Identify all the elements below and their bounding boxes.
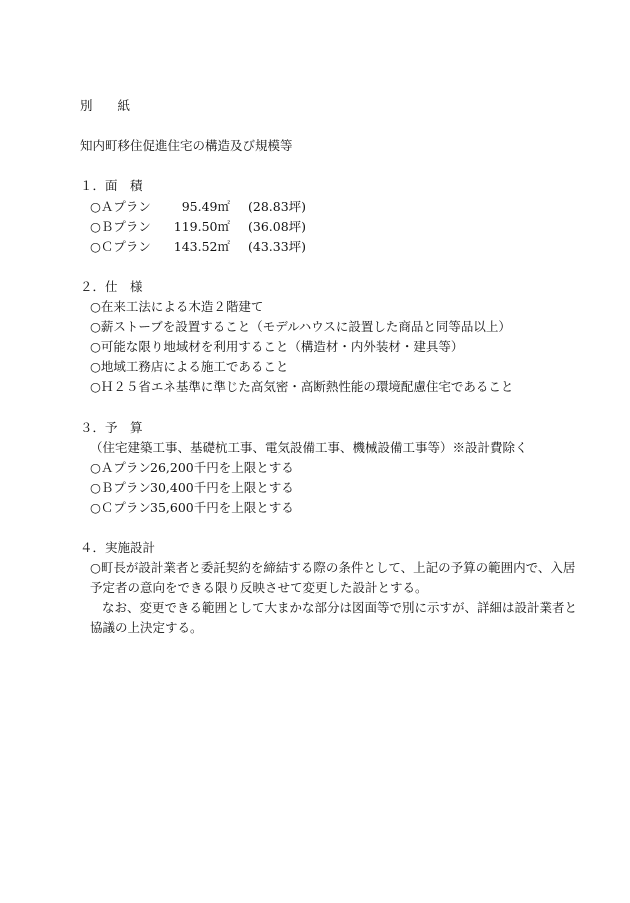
area-plan-row [90,197,306,217]
spec-item: ○Ｈ２５省エネ基準に準じた高気密・高断熱性能の環境配慮住宅であること [90,379,514,394]
document-title: 知内町移住促進住宅の構造及び規模等 [80,138,293,153]
plan-area: 95.49㎡ [181,199,230,214]
budget-plan-row [90,498,294,518]
section-4-heading: ４．実施設計 [80,540,156,555]
plan-area: 119.50㎡ [173,219,230,234]
budget-plan-value: 26,200千円を上限とする [150,460,294,475]
budget-plan-label: ○Ｃプラン [90,500,151,515]
section-1-heading: １．面 積 [80,178,143,193]
budget-plan-label: ○Ａプラン [90,460,151,475]
spec-item: ○可能な限り地域材を利用すること（構造材・内外装材・建具等） [90,339,464,354]
spec-item: ○薪ストーブを設置すること（モデルハウスに設置した商品と同等品以上） [90,319,511,334]
plan-label: ○Ａプラン [90,199,151,214]
budget-plan-value: 35,600千円を上限とする [150,500,294,515]
plan-label: ○Ｂプラン [90,219,151,234]
budget-plan-label: ○Ｂプラン [90,480,151,495]
section-2-heading: ２．仕 様 [80,279,143,294]
plan-label: ○Ｃプラン [90,239,151,254]
design-text-line: ○町長が設計業者と委託契約を締結する際の条件として、上記の予算の範囲内で、入居 [90,560,576,575]
design-text-line: 予定者の意向をできる限り反映させて変更した設計とする。 [90,580,428,595]
plan-tsubo: (43.33坪) [248,239,307,254]
area-plan-row [90,237,306,257]
area-plan-row [90,217,306,237]
spec-item: ○在来工法による木造２階建て [90,299,264,314]
plan-tsubo: (36.08坪) [248,219,307,234]
section-3-heading: ３．予 算 [80,420,143,435]
budget-plan-row [90,458,294,478]
attachment-label: 別 紙 [80,98,131,113]
spec-item: ○地域工務店による施工であること [90,359,289,374]
budget-plan-row [90,478,294,498]
plan-tsubo: (28.83坪) [248,199,307,214]
design-text-line: なお、変更できる範囲として大まかな部分は図面等で別に示すが、詳細は設計業者と [102,600,578,615]
budget-note: （住宅建築工事、基礎杭工事、電気設備工事、機械設備工事等）※設計費除く [90,440,528,455]
plan-area: 143.52㎡ [173,239,230,254]
design-text-line: 協議の上決定する。 [90,620,203,635]
budget-plan-value: 30,400千円を上限とする [150,480,294,495]
